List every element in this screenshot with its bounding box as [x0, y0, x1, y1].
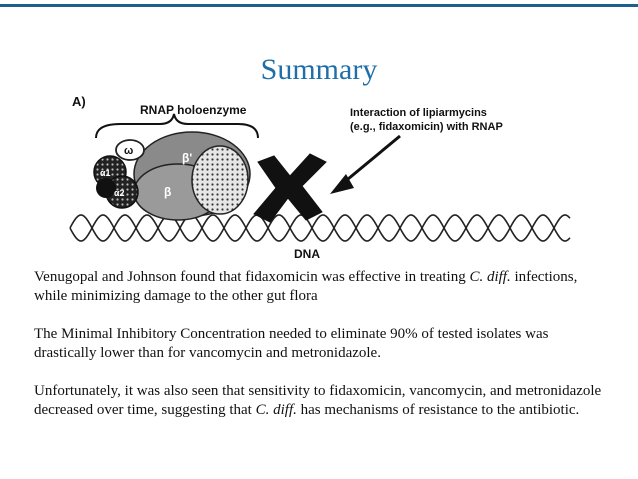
sigma-subunit: [192, 146, 248, 214]
paragraph-3-text: Unfortunately, it was also seen that sensitivity to fidaxomicin, vancomycin, and metronidazole decreased over time, suggesting that: [34, 383, 602, 418]
omega-label: ω: [124, 145, 134, 157]
beta-label: β: [164, 185, 172, 199]
paragraph-2-text: The Minimal Inhibitory Concentration needed to eliminate 90% of tested isolates was drastically lower than for vancomycin and metronidazole.: [34, 326, 549, 361]
alpha2-label: α2: [114, 188, 125, 198]
panel-label: A): [72, 94, 86, 109]
paragraph-3-italic: C. diff.: [255, 402, 297, 418]
paragraph-1-text-end: infections, while minimizing damage to the other gut flora: [34, 269, 578, 304]
paragraph-3-text-end: has mechanisms of resistance to the antibiotic.: [296, 402, 580, 418]
slide-title: Summary: [260, 53, 378, 86]
paragraph-1-italic: C. diff.: [469, 269, 511, 285]
interaction-arrow: [330, 136, 400, 194]
rnap-diagram: [60, 92, 580, 262]
dna-helix: [70, 215, 570, 241]
rnap-figure: [60, 92, 580, 262]
summary-text: [34, 268, 614, 439]
holoenzyme-label: RNAP holoenzyme: [140, 103, 247, 117]
alpha1-label: α1: [100, 168, 111, 178]
paragraph-2: [34, 325, 614, 363]
alpha-ctd: [96, 178, 116, 198]
interaction-label-line2: (e.g., fidaxomicin) with RNAP: [350, 121, 503, 133]
rnap-holoenzyme: [94, 132, 250, 220]
fidaxomicin-x-mark: [254, 154, 326, 222]
dna-label: DNA: [294, 247, 320, 261]
paragraph-1: [34, 268, 614, 306]
beta-prime-label: β': [182, 151, 193, 165]
paragraph-3: [34, 382, 614, 420]
slide-top-rule: [0, 4, 638, 7]
interaction-label-line1: Interaction of lipiarmycins: [350, 107, 487, 119]
paragraph-1-text: Venugopal and Johnson found that fidaxomicin was effective in treating: [34, 269, 470, 285]
